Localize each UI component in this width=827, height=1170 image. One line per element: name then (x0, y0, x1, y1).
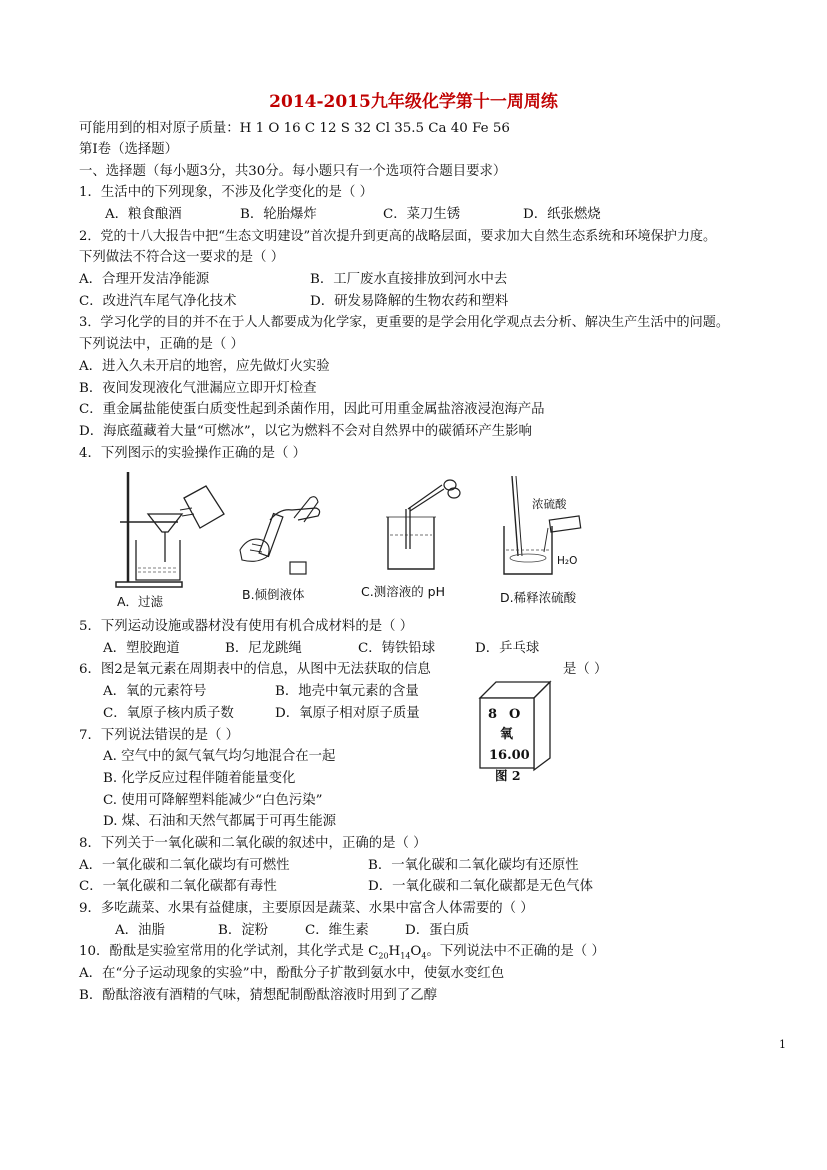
q3-option-a: A．进入久未开启的地窖，应先做灯火实验 (79, 359, 330, 374)
q7-option-c: C. 使用可降解塑料能减少“白色污染” (103, 793, 323, 808)
figure-d-caption: D.稀释浓硫酸 (500, 590, 577, 605)
q3-stem-line1: 3．学习化学的目的并不在于人人都要成为化学家，更重要的是学会用化学观点去分析、解决生产生活中的问题。 (79, 315, 729, 330)
q2-option-a: A．合理开发洁净能源 (79, 272, 210, 287)
q6-option-b: B．地壳中氧元素的含量 (275, 684, 419, 699)
q7-stem: 7．下列说法错误的是（ ） (79, 728, 240, 743)
q3-option-d: D．海底蕴藏着大量“可燃冰”，以它为燃料不会对自然界中的碳循环产生影响 (79, 424, 532, 439)
q6-stem-tail: 是（ ） (563, 662, 608, 677)
q8-option-a: A．一氧化碳和二氧化碳均有可燃性 (79, 858, 290, 873)
filtration-apparatus-figure (108, 470, 228, 595)
q5-option-b: B．尼龙跳绳 (225, 641, 302, 656)
ph-test-figure (370, 475, 465, 575)
q10-option-a: A．在“分子运动现象的实验”中，酚酞分子扩散到氨水中，使氨水变红色 (79, 966, 505, 981)
fig2-element-symbol: O (509, 707, 521, 722)
q7-option-d: D. 煤、石油和天然气都属于可再生能源 (103, 814, 337, 829)
acid-label: 浓硫酸 (532, 497, 567, 511)
q8-option-b: B．一氧化碳和二氧化碳均有还原性 (368, 858, 579, 873)
q9-option-d: D．蛋白质 (405, 923, 470, 938)
fig2-atomic-mass: 16.00 (489, 748, 530, 763)
q5-stem: 5．下列运动设施或器材没有使用有机合成材料的是（ ） (79, 619, 414, 634)
q6-stem: 6．图2是氧元素在周期表中的信息，从图中无法获取的信息 (79, 662, 431, 677)
q5-option-a: A．塑胶跑道 (103, 641, 180, 656)
q10-stem (79, 943, 605, 966)
q7-option-a: A. 空气中的氮气氧气均匀地混合在一起 (103, 749, 336, 764)
atomic-masses-line: 可能用到的相对原子质量：H 1 O 16 C 12 S 32 Cl 35.5 Ca 40 Fe 56 (79, 121, 510, 136)
page-number: 1 (779, 1038, 786, 1051)
q10-formula-c-count: 20 (378, 951, 389, 961)
q1-option-c: C．菜刀生锈 (383, 207, 461, 222)
instructions: 一、选择题（每小题3分，共30分。每小题只有一个选项符合题目要求） (79, 164, 507, 179)
q10-stem-post: 。下列说法中不正确的是（ ） (426, 944, 605, 959)
q6-option-c: C．氧原子核内质子数 (103, 706, 234, 721)
q2-option-c: C．改进汽车尾气净化技术 (79, 294, 237, 309)
q5-option-d: D．乒乓球 (475, 641, 540, 656)
q2-stem-line1: 2．党的十八大报告中把“生态文明建设”首次提升到更高的战略层面，要求加大自然生态系统和环境保护力度。 (79, 229, 717, 244)
q3-stem-line2: 下列说法中，正确的是（ ） (79, 337, 244, 352)
figure-b-caption: B.倾倒液体 (242, 587, 305, 602)
figure-c-caption: C.测溶液的 pH (361, 584, 446, 599)
q5-option-c: C．铸铁铅球 (358, 641, 436, 656)
q1-option-a: A．粮食酿酒 (105, 207, 182, 222)
q9-option-b: B．淀粉 (218, 923, 269, 938)
q9-option-a: A．油脂 (115, 923, 165, 938)
q1-stem: 1．生活中的下列现象，不涉及化学变化的是（ ） (79, 185, 373, 200)
q4-stem: 4．下列图示的实验操作正确的是（ ） (79, 446, 307, 461)
q10-formula-h: H (388, 944, 401, 959)
page-title: 2014-2015九年级化学第十一周周练 (269, 92, 558, 112)
q9-stem: 9．多吃蔬菜、水果有益健康，主要原因是蔬菜、水果中富含人体需要的（ ） (79, 901, 534, 916)
q2-stem-line2: 下列做法不符合这一要求的是（ ） (79, 250, 285, 265)
section-heading: 第Ⅰ卷（选择题） (79, 142, 179, 157)
q8-stem: 8．下列关于一氧化碳和二氧化碳的叙述中，正确的是（ ） (79, 836, 427, 851)
q10-formula-h-count: 14 (400, 951, 411, 961)
q3-option-b: B．夜间发现液化气泄漏应立即开灯检查 (79, 381, 317, 396)
fig2-caption: 图 2 (495, 768, 521, 783)
q9-option-c: C．维生素 (305, 923, 369, 938)
q8-option-c: C．一氧化碳和二氧化碳都有毒性 (79, 879, 277, 894)
q7-option-b: B. 化学反应过程伴随着能量变化 (103, 771, 296, 786)
q10-stem-pre: 10．酚酞是实验室常用的化学试剂，其化学式是 C (79, 944, 379, 959)
water-label: H₂O (557, 555, 578, 567)
pouring-liquid-figure (232, 480, 332, 580)
q6-option-d: D．氧原子相对原子质量 (275, 706, 420, 721)
q8-option-d: D．一氧化碳和二氧化碳都是无色气体 (368, 879, 593, 894)
q10-option-b: B．酚酞溶液有酒精的气味，猜想配制酚酞溶液时用到了乙醇 (79, 988, 437, 1003)
figure-a-caption: A．过滤 (117, 594, 164, 609)
q3-option-c: C．重金属盐能使蛋白质变性起到杀菌作用，因此可用重金属盐溶液浸泡海产品 (79, 402, 545, 417)
q2-option-d: D．研发易降解的生物农药和塑料 (310, 294, 509, 309)
q6-option-a: A．氧的元素符号 (103, 684, 207, 699)
q1-option-d: D．纸张燃烧 (523, 207, 601, 222)
q2-option-b: B．工厂废水直接排放到河水中去 (310, 272, 508, 287)
fig2-element-name: 氧 (500, 727, 514, 742)
q10-formula-o: O (410, 944, 422, 959)
dilute-acid-figure (498, 474, 583, 584)
q1-option-b: B．轮胎爆炸 (240, 207, 317, 222)
q10-formula-o-count: 4 (421, 951, 427, 961)
fig2-atomic-number: 8 (488, 707, 498, 722)
